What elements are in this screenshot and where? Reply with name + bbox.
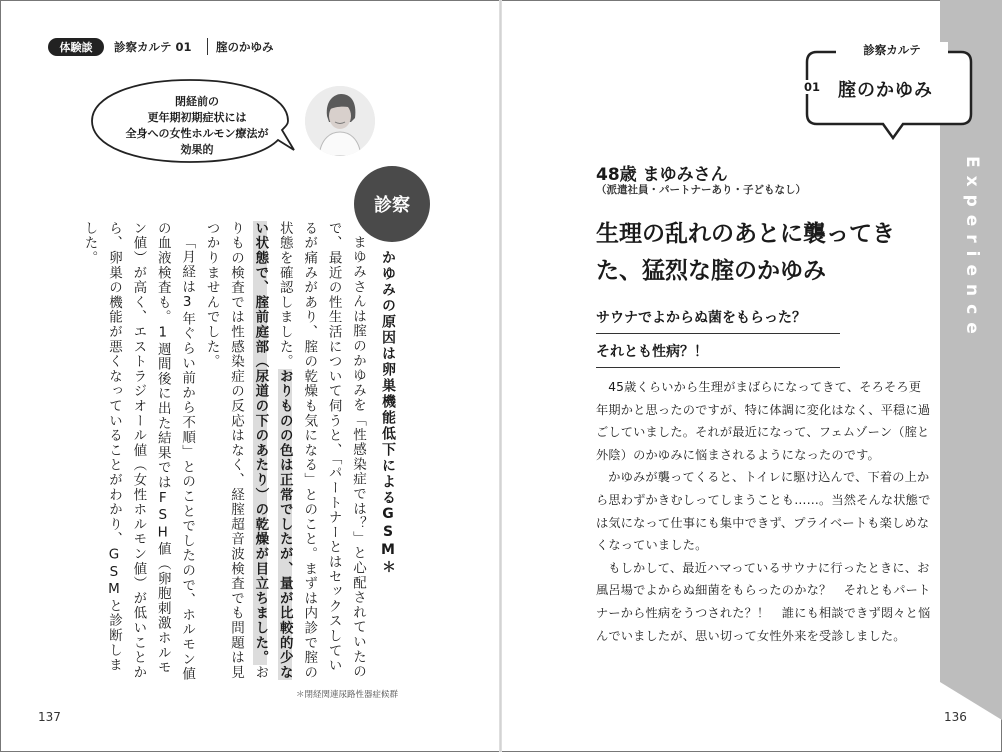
page-number-right: 136 [944,710,967,724]
story-paragraph-3: もしかして、最近ハマっているサウナに行ったときに、お風呂場でよからぬ細菌をもらったのかな？ それともパートナーから性病をうつされた？！ 誰にも相談できず悶々と悩んでいましたが、思い切って女性外来を受診しました。 [596,560,931,643]
body-paragraph-2: 「月経は3年ぐらい前から不順」とのことでしたので、ホルモン値の血液検査も。1週間後に出た結果ではFSH値（卵胞刺激ホルモン値）が高く、エストラジオール値（女性ホルモン値）が低いことから、卵巣の機能が悪くなっていることがわかり、GSMと診断しました。 [81,221,196,681]
body-paragraph-1: まゆみさんは腟のかゆみを「性感染症では？」と心配されていたので、最近の性生活について伺うと、「パートナーとはセックスしているが痛みがあり、腟の乾燥も気になる」とのこと。まずは内診で腟の状態を確認しました。おりものの色は正常でしたが、量が比較的少ない状態で、腟前庭部（尿道の下のあたり）の乾燥が目立ちました。おりもの検査では性感染症の反応はなく、経腟超音波検査でも問題は見つかりませんでした。 [203,221,366,680]
diagnosis-subtitle: かゆみの原因は卵巣機能低下によるGSM＊ [380,250,396,576]
story-paragraph-2: かゆみが襲ってくると、トイレに駆け込んで、下着の上から思わずかきむしってしまうことも……。当然そんな状態では気になって仕事にも集中できず、プライベートも楽しめなくなっていました。 [596,470,931,553]
karte-label: 診察カルテ [836,42,948,58]
highlighted-text: おりものの色は正常でしたが、量が比較的少ない状態で、腟前庭部（尿道の下のあたり）の乾燥が目立ちました。 [252,221,293,680]
patient-detail: （派遣社員・パートナーあり・子どもなし） [596,184,806,196]
diagnosis-badge: 診察 [354,166,430,242]
book-gutter [499,0,502,752]
diagnosis-body [58,221,370,686]
story-body [596,376,931,647]
karte-title: 腟のかゆみ [838,80,933,101]
footnote: ＊閉経関連尿路性器症候群 [296,690,399,700]
header-section: 診察カルテ 01 [114,40,192,54]
karte-number: 01 [795,80,829,94]
side-tab-label: Experience [962,156,982,342]
page-number-left: 137 [38,710,61,724]
doctor-avatar [305,86,375,156]
patient-name: 48歳 まゆみさん [596,165,728,185]
header-topic: 腟のかゆみ [216,40,274,54]
subheading-1: サウナでよからぬ菌をもらった？ [596,307,840,334]
story-headline: 生理の乱れのあとに襲ってきた、猛烈な腟のかゆみ [596,221,895,284]
bubble-text: 閉経前の 更年期初期症状には 全身への女性ホルモン療法が 効果的 [125,95,269,156]
experience-tag: 体験談 [48,38,104,56]
subheading-2: それとも性病？！ [596,341,840,368]
header-divider [207,38,208,55]
story-paragraph-1: 45歳くらいから生理がまばらになってきて、そろそろ更年期かと思ったのですが、特に体調に変化はなく、平穏に過ごしていました。それが最近になって、フェムゾーン（腟と外陰）のかゆみに悩まされるようになったのです。 [596,380,931,462]
